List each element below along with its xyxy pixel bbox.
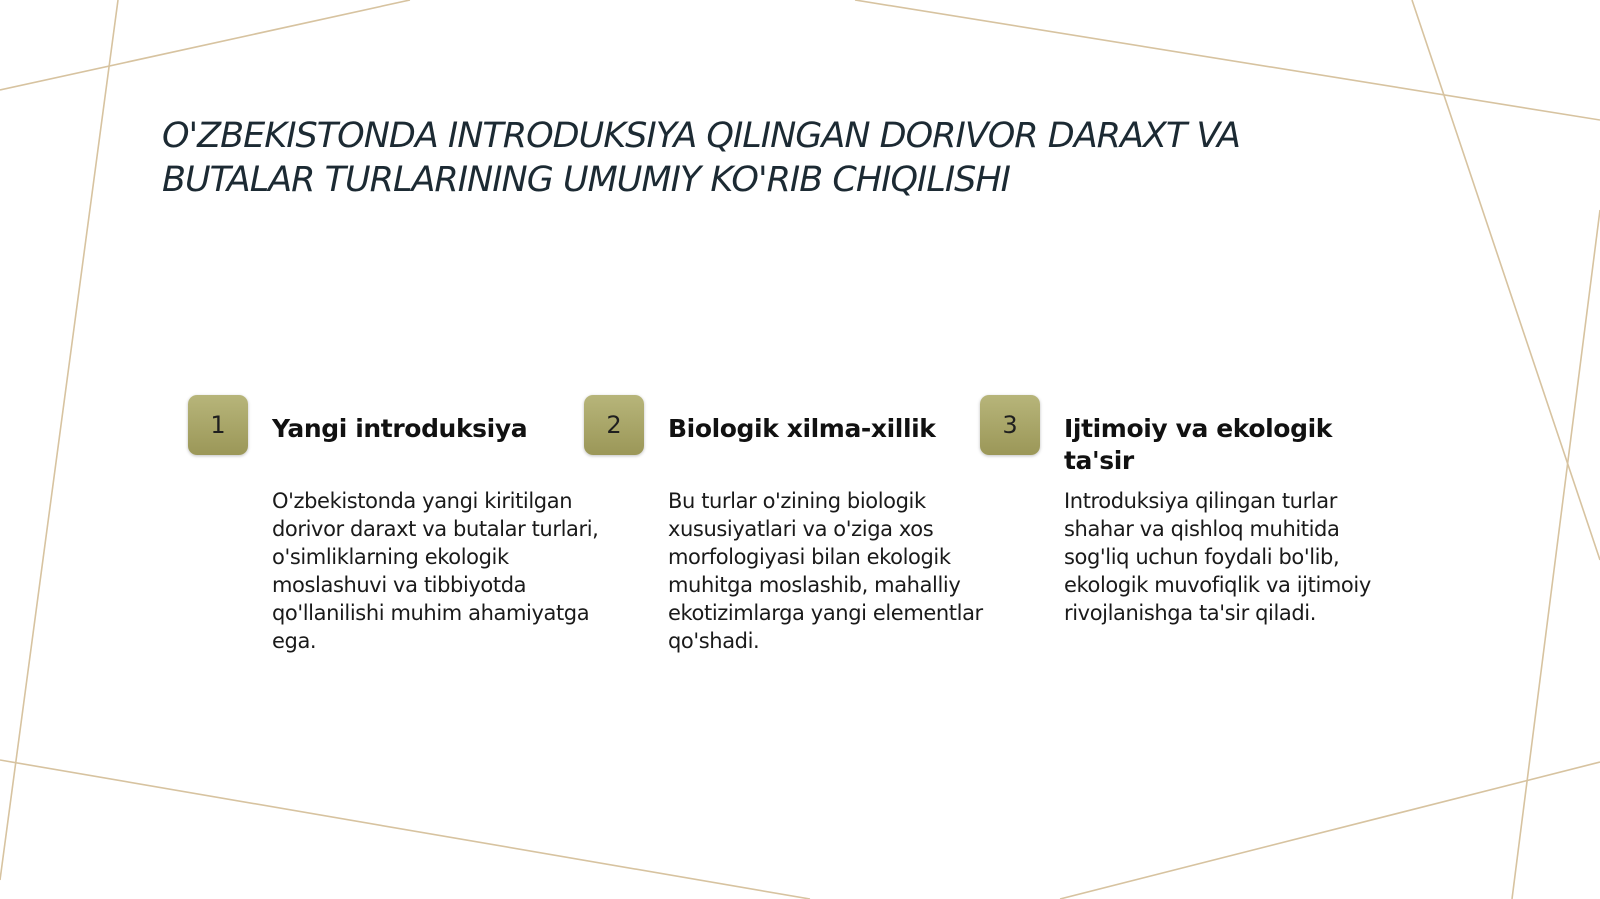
number-badge: 3	[980, 395, 1040, 455]
deco-line	[855, 0, 1600, 120]
page-title	[162, 114, 1362, 202]
card-title: Yangi introduksiya	[272, 414, 528, 443]
card-social-ecological-impact	[980, 395, 1371, 665]
number-badge: 2	[584, 395, 644, 455]
deco-line	[1512, 210, 1600, 899]
deco-line	[1060, 762, 1600, 899]
card-text: O'zbekistonda yangi kiritilgan dorivor daraxt va butalar turlari, o'simliklarning ekologik moslashuvi va tibbiyotda qo'llanilishi muhim ahamiyatga ega.	[272, 489, 599, 653]
card-title: Ijtimoiy va ekologik ta'sir	[1064, 414, 1332, 475]
card-new-introduction	[188, 395, 599, 665]
deco-line	[0, 0, 410, 90]
deco-line	[0, 760, 810, 899]
deco-line	[0, 0, 118, 880]
deco-line	[1412, 0, 1600, 560]
card-title: Biologik xilma-xillik	[668, 414, 936, 443]
number-badge: 1	[188, 395, 248, 455]
card-text: Introduksiya qilingan turlar shahar va qishloq muhitida sog'liq uchun foydali bo'lib, ekologik muvofiqlik va ijtimoiy rivojlanishga ta'sir qiladi.	[1064, 489, 1371, 625]
card-text: Bu turlar o'zining biologik xususiyatlari va o'ziga xos morfologiyasi bilan ekologik muhitga moslashib, mahalliy ekotizimlarga yangi elementlar qo'shadi.	[668, 489, 983, 653]
title-line-1: O'ZBEKISTONDA INTRODUKSIYA QILINGAN DORIVOR DARAXT VA	[162, 116, 1240, 156]
title-line-2: BUTALAR TURLARINING UMUMIY KO'RIB CHIQILISHI	[162, 160, 1011, 200]
card-biodiversity	[584, 395, 983, 665]
